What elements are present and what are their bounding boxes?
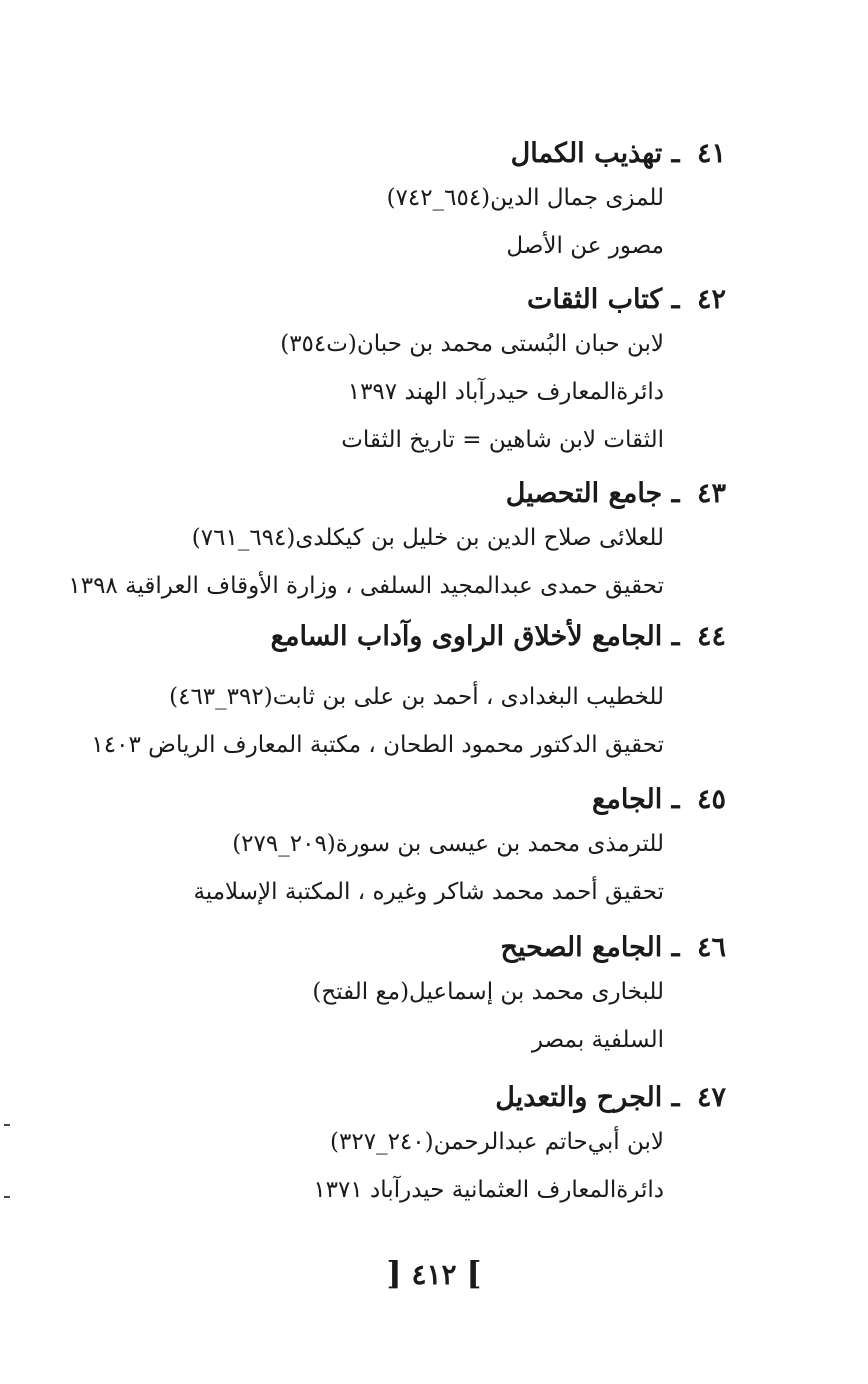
entry-heading [46,280,726,320]
entry-number: ٤٤ [696,621,726,652]
dash-separator: ـ [671,1082,680,1113]
entry-number: ٤٣ [696,478,726,509]
page-number-footer [0,1254,868,1292]
entry-title: الجامع لأخلاق الراوى وآداب السامع [270,621,663,652]
entry-heading [46,474,726,514]
entry-edition-line: دائرةالمعارف حيدرآباد الهند ١٣٩٧ [347,379,664,405]
dash-separator: ـ [671,621,680,652]
entry-heading [46,134,726,174]
entry-author-line: للمزى جمال الدين(٦٥٤_٧٤٢) [386,185,664,211]
dash-separator: ـ [671,932,680,963]
bibliography-entry-41 [46,134,726,270]
scan-speck [4,1196,10,1198]
entry-note-line: الثقات لابن شاهين = تاريخ الثقات [341,427,664,453]
entry-author-line: لابن حبان البُستى محمد بن حبان(ت٣٥٤) [280,331,664,357]
entry-edition-line: دائرةالمعارف العثمانية حيدرآباد ١٣٧١ [313,1177,664,1203]
entry-edition-line: تحقيق أحمد محمد شاكر وغيره ، المكتبة الإسلامية [193,879,664,905]
bibliography-entry-47 [46,1078,726,1214]
entry-number: ٤٧ [696,1082,726,1113]
entry-number: ٤٦ [696,932,726,963]
bibliography-entry-43 [46,474,726,610]
dash-separator: ـ [671,784,680,815]
bracket-open: [ [386,1254,402,1292]
dash-separator: ـ [671,478,680,509]
entry-number: ٤٥ [696,784,726,815]
scan-speck [4,1124,10,1126]
entry-number: ٤٢ [696,284,726,315]
entry-title: الجامع [592,784,663,815]
dash-separator: ـ [671,138,680,169]
entry-heading [46,780,726,820]
entry-author-line: للترمذى محمد بن عيسى بن سورة(٢٠٩_٢٧٩) [232,831,664,857]
entry-edition-line: تحقيق الدكتور محمود الطحان ، مكتبة المعارف الرياض ١٤٠٣ [91,732,664,758]
bracket-close: ] [466,1254,482,1292]
entry-title: الجرح والتعديل [495,1082,663,1113]
entry-heading [46,617,726,657]
entry-number: ٤١ [696,138,726,169]
entry-edition-line: السلفية بمصر [531,1027,664,1053]
page-number: ٤١٢ [411,1258,457,1291]
bibliography-entry-45 [46,780,726,916]
dash-separator: ـ [671,284,680,315]
entry-title: جامع التحصيل [505,478,663,509]
entry-author-line: للعلائى صلاح الدين بن خليل بن كيكلدى(٦٩٤_٧٦١) [191,525,664,551]
entry-author-line: للبخارى محمد بن إسماعيل(مع الفتح) [312,979,664,1005]
entry-author-line: لابن أبي‌حاتم عبدالرحمن(٢٤٠_٣٢٧) [330,1129,664,1155]
entry-heading [46,928,726,968]
entry-title: كتاب الثقات [527,284,663,315]
entry-title: تهذيب الكمال [510,138,663,169]
entry-edition-line: مصور عن الأصل [506,233,664,259]
bibliography-entry-46 [46,928,726,1064]
bibliography-entry-44 [46,617,726,769]
entry-edition-line: تحقيق حمدى عبدالمجيد السلفى ، وزارة الأوقاف العراقية ١٣٩٨ [68,573,664,599]
entry-author-line: للخطيب البغدادى ، أحمد بن على بن ثابت(٣٩٢_٤٦٣) [169,684,664,710]
entry-heading [46,1078,726,1118]
bibliography-entry-42 [46,280,726,464]
entry-title: الجامع الصحيح [500,932,663,963]
